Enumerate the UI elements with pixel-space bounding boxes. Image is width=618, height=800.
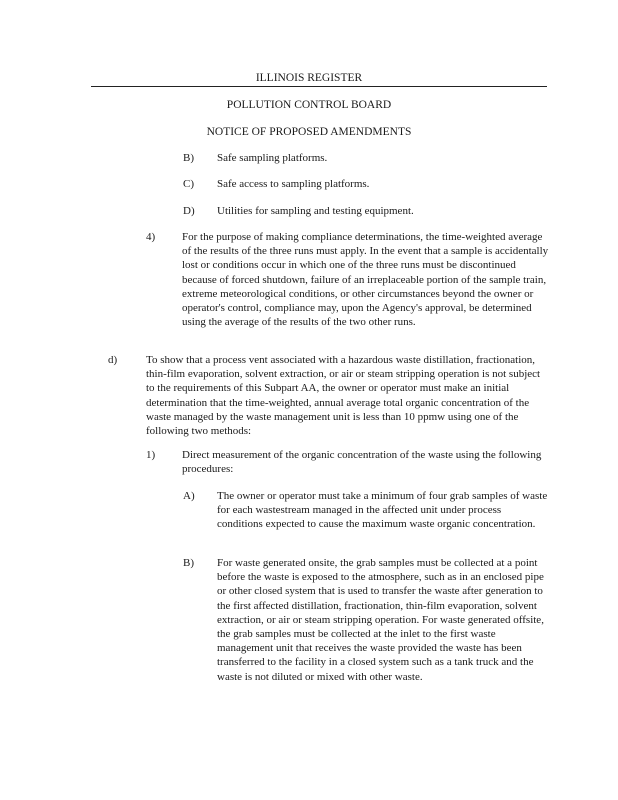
paragraph-4-label: 4): [146, 231, 156, 243]
item-b-text: Safe sampling platforms.: [217, 152, 328, 164]
paragraph-1-label: 1): [146, 449, 156, 461]
item-b-label: B): [183, 152, 194, 164]
notice-title: NOTICE OF PROPOSED AMENDMENTS: [206, 126, 412, 138]
subsection-d-label: d): [108, 354, 118, 366]
item-d-text: Utilities for sampling and testing equipment.: [217, 205, 414, 217]
subsection-d-text: To show that a process vent associated with a hazardous waste distillation, fractionation, thin-film evaporation, solvent extraction, or air or steam stripping operation is not subject to the requirements of this Subpart AA, the owner or operator must make an initial determination that the time-weighted, annual average total organic concentration of the waste managed by the waste management unit is less than 10 ppmw using one of the following two methods:: [146, 354, 541, 438]
item-b2-label: B): [183, 557, 194, 569]
item-d-label: D): [183, 205, 195, 217]
item-a2-text: The owner or operator must take a minimum of four grab samples of waste for each wastestream managed in the affected unit under process conditions expected to cause the maximum waste organic concentration.: [217, 490, 548, 531]
header-rule: [91, 86, 547, 87]
item-c-text: Safe access to sampling platforms.: [217, 178, 370, 190]
board-name: POLLUTION CONTROL BOARD: [226, 99, 392, 111]
item-c-label: C): [183, 178, 194, 190]
item-a2-label: A): [183, 490, 195, 502]
paragraph-1-text: Direct measurement of the organic concentration of the waste using the following procedures:: [182, 449, 542, 476]
paragraph-4-text: For the purpose of making compliance determinations, the time-weighted average of the results of the three runs must apply. In the event that a sample is accidentally lost or conditions occur in which one of the three runs must be discontinued because of forced shutdown, failure of an irreplaceable portion of the sample train, extreme meteorological conditions, or other circumstances beyond the owner or operator's control, compliance may, upon the Agency's approval, be determined using the average of the results of the two other runs.: [182, 231, 549, 329]
item-b2-text: For waste generated onsite, the grab samples must be collected at a point before the waste is exposed to the atmosphere, such as in an enclosed pipe or other closed system that is used to transfer the waste after generation to the first affected distillation, fractionation, thin-film evaporation, solvent extraction, or air or steam stripping operation. For waste generated offsite, the grab samples must be collected at the inlet to the first waste management unit that receives the waste provided the waste has been transferred to the facility in a closed system such as a tank truck and the waste is not diluted or mixed with other waste.: [217, 557, 544, 683]
register-title: ILLINOIS REGISTER: [255, 72, 363, 84]
